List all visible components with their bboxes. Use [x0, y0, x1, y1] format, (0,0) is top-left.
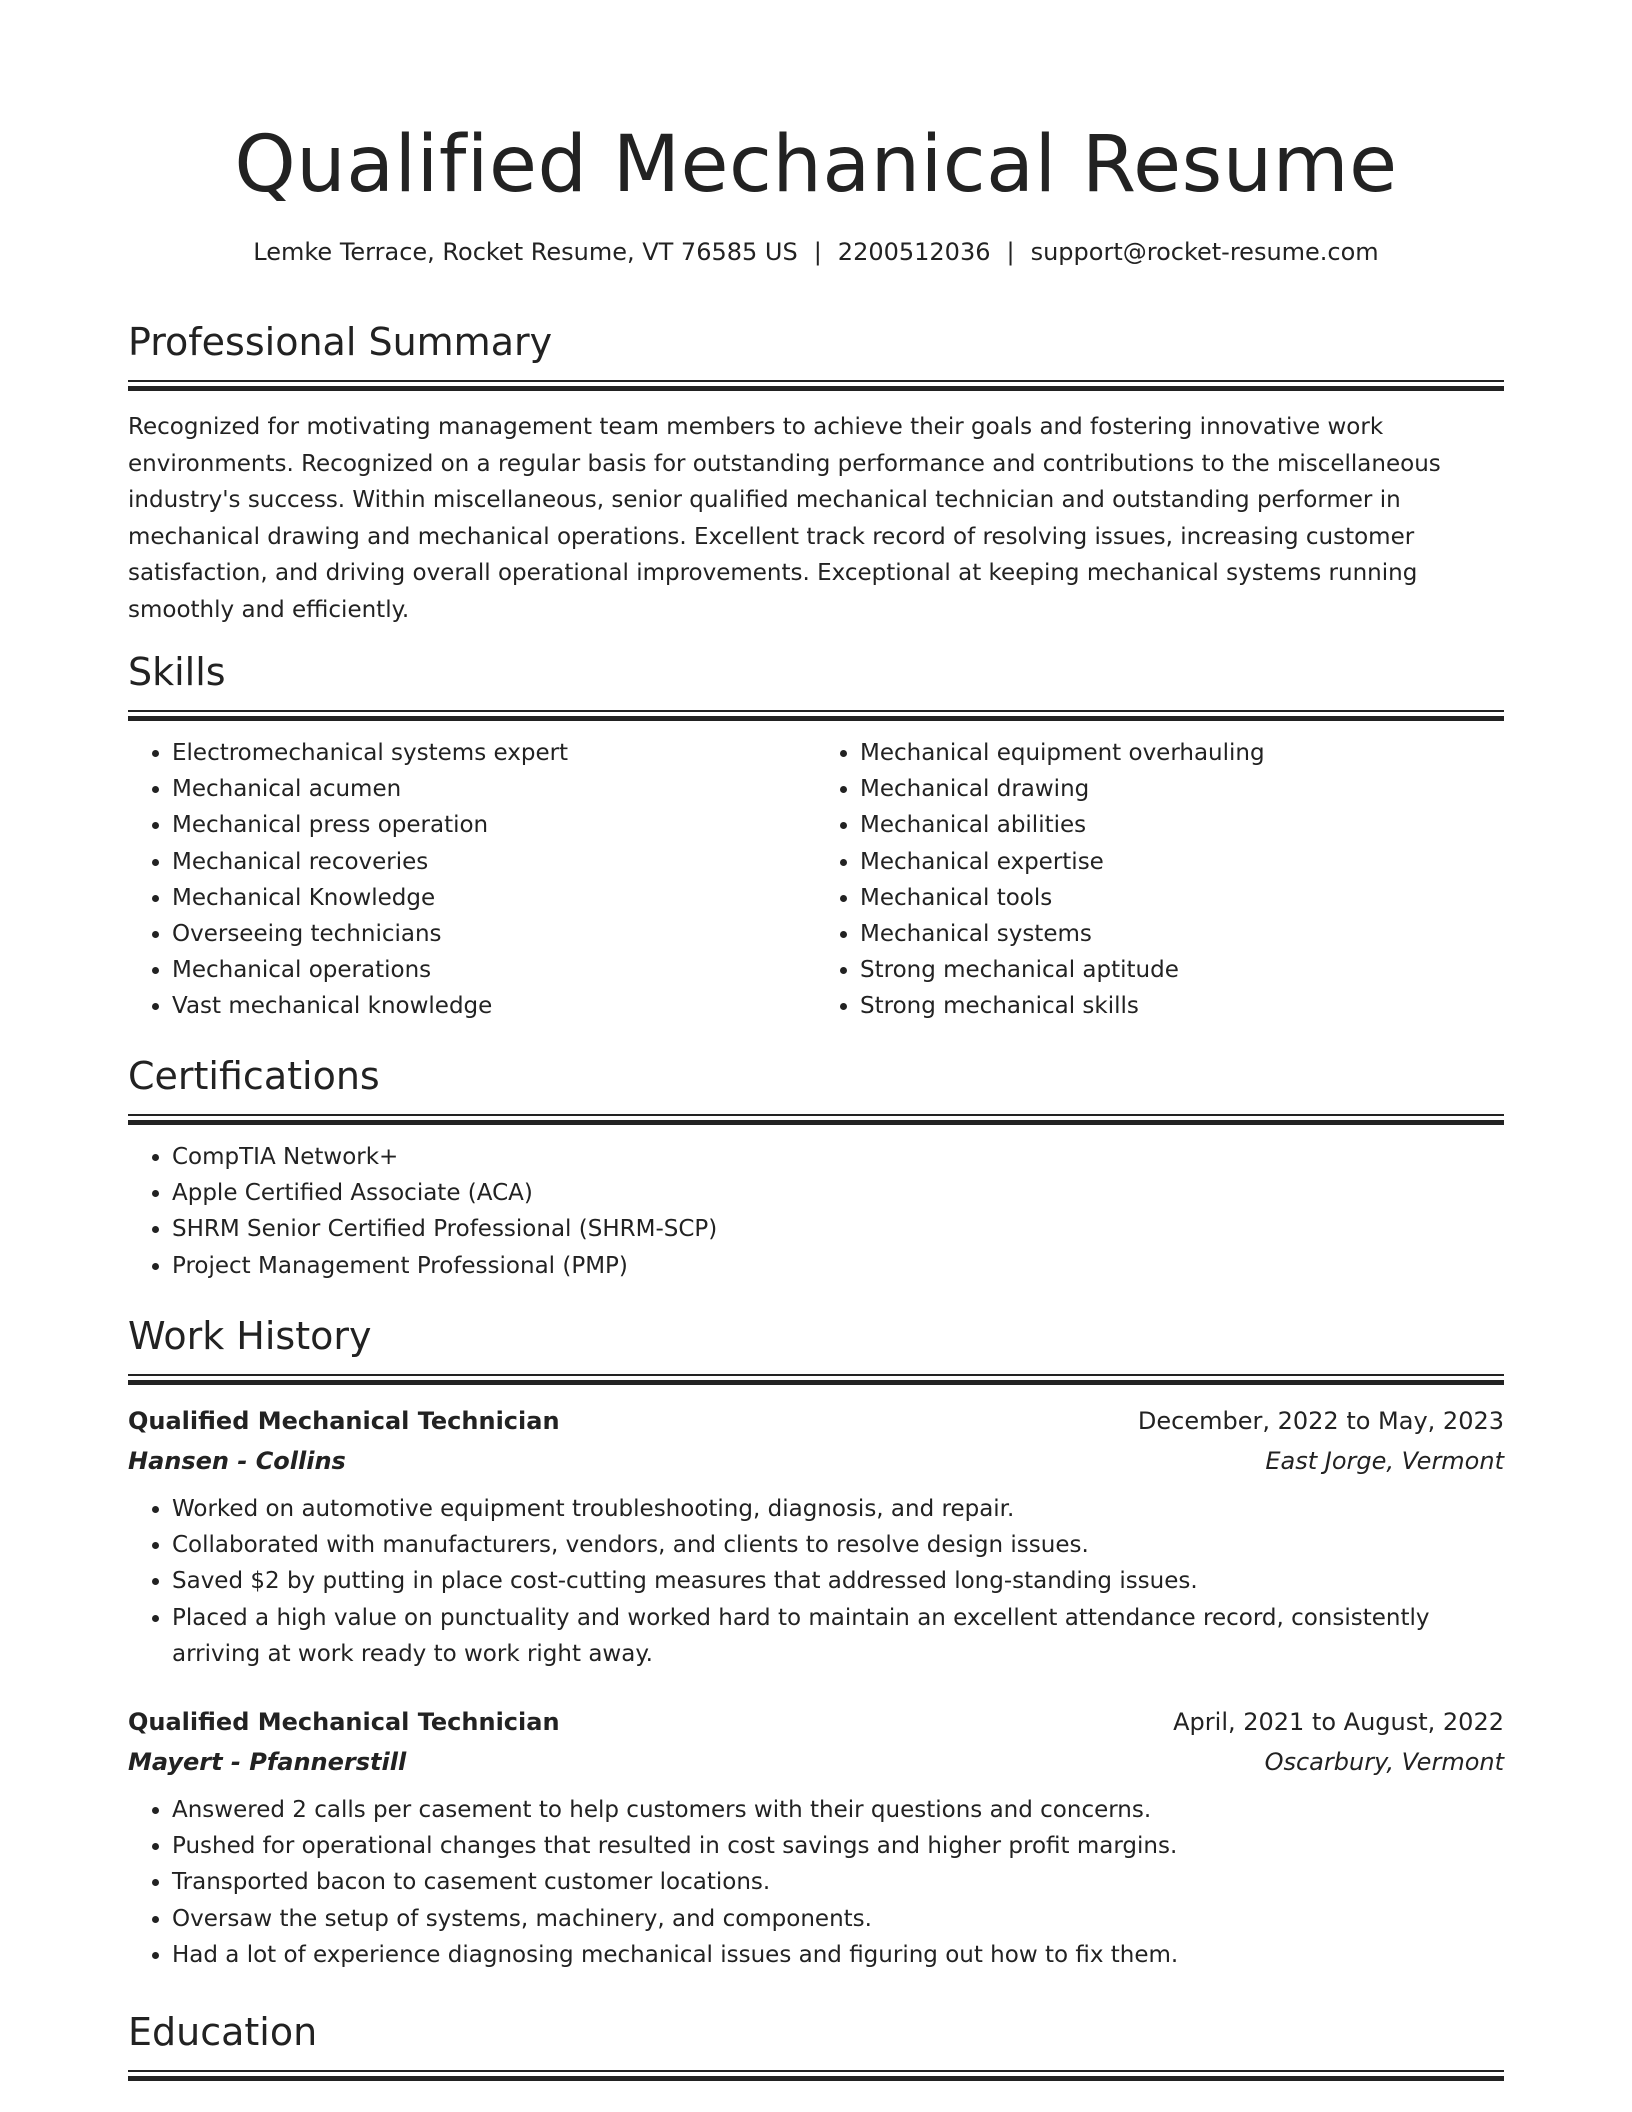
job-dates: December, 2022 to May, 2023 — [1137, 1407, 1504, 1435]
skills-section — [128, 648, 1504, 1025]
job-bullet: • Collaborated with manufacturers, vendors, and clients to resolve design issues. — [172, 1527, 1504, 1563]
job-bullet: • Saved $2 by putting in place cost-cutting measures that addressed long-standing issues. — [172, 1563, 1504, 1599]
skill-item: • Mechanical abilities — [860, 807, 1504, 843]
contact-line — [128, 238, 1504, 266]
skill-item: • Mechanical systems — [860, 916, 1504, 952]
job-bullet: • Oversaw the setup of systems, machinery, and components. — [172, 1901, 1504, 1937]
job-title: Qualified Mechanical Technician — [128, 1407, 560, 1435]
skill-item: • Electromechanical systems expert — [172, 735, 816, 771]
summary-heading: Professional Summary — [128, 320, 553, 364]
job-subheader-row — [128, 1441, 1504, 1481]
skill-item: • Mechanical recoveries — [172, 844, 816, 880]
certifications-list — [128, 1139, 1504, 1284]
contact-phone: 2200512036 — [837, 238, 991, 266]
skills-columns — [128, 721, 1504, 1025]
job-bullet: • Transported bacon to casement customer locations. — [172, 1864, 1504, 1900]
section-rule — [128, 710, 1504, 721]
education-heading: Education — [128, 2010, 318, 2054]
job-bullet: • Had a lot of experience diagnosing mechanical issues and figuring out how to fix them. — [172, 1937, 1504, 1973]
job-title: Qualified Mechanical Technician — [128, 1708, 560, 1737]
skill-item: • Mechanical equipment overhauling — [860, 735, 1504, 771]
certification-item: • CompTIA Network+ — [172, 1139, 1504, 1175]
job-dates: April, 2021 to August, 2022 — [1173, 1708, 1504, 1737]
job-header-row — [128, 1702, 1504, 1742]
contact-email[interactable]: support@rocket-resume.com — [1030, 238, 1379, 266]
job-header-row — [128, 1401, 1504, 1441]
education-section — [128, 2008, 1504, 2081]
skill-item: • Mechanical press operation — [172, 807, 816, 843]
skill-item: • Mechanical drawing — [860, 771, 1504, 807]
work-history-heading: Work History — [128, 1314, 372, 1358]
job-bullet: • Worked on automotive equipment troubleshooting, diagnosis, and repair. — [172, 1491, 1504, 1527]
job-company: Hansen - Collins — [128, 1447, 346, 1475]
job-bullet: • Placed a high value on punctuality and worked hard to maintain an excellent attendance record, consistently arriving at work ready to work right away. — [172, 1600, 1504, 1672]
skill-item: • Mechanical expertise — [860, 844, 1504, 880]
certifications-section — [128, 1052, 1504, 1284]
contact-separator: | — [813, 238, 822, 266]
contact-separator: | — [1006, 238, 1015, 266]
resume-title: Qualified Mechanical Resume — [234, 120, 1398, 210]
job-location: East Jorge, Vermont — [1265, 1447, 1504, 1475]
skill-item: • Strong mechanical aptitude — [860, 952, 1504, 988]
contact-address: Lemke Terrace, Rocket Resume, VT 76585 US — [253, 238, 798, 266]
skills-list-left — [128, 735, 816, 1025]
work-history-section — [128, 1312, 1504, 1973]
section-rule — [128, 1374, 1504, 1385]
job-subheader-row — [128, 1742, 1504, 1782]
job-entry — [128, 1702, 1504, 1973]
job-bullets — [128, 1792, 1504, 1973]
summary-section — [128, 318, 1504, 628]
skills-heading: Skills — [128, 650, 226, 694]
job-company: Mayert - Pfannerstill — [128, 1748, 407, 1777]
certification-item: • Apple Certified Associate (ACA) — [172, 1175, 1504, 1211]
skill-item: • Vast mechanical knowledge — [172, 988, 816, 1024]
certification-item: • Project Management Professional (PMP) — [172, 1248, 1504, 1284]
job-bullet: • Pushed for operational changes that resulted in cost savings and higher profit margins. — [172, 1828, 1504, 1864]
skill-item: • Mechanical operations — [172, 952, 816, 988]
section-rule — [128, 1114, 1504, 1125]
certifications-heading: Certifications — [128, 1054, 380, 1098]
job-entry — [128, 1401, 1504, 1672]
skills-list-right — [816, 735, 1504, 1025]
skill-item: • Mechanical acumen — [172, 771, 816, 807]
skill-item: • Mechanical tools — [860, 880, 1504, 916]
section-rule — [128, 380, 1504, 391]
job-bullet: • Answered 2 calls per casement to help customers with their questions and concerns. — [172, 1792, 1504, 1828]
certification-item: • SHRM Senior Certified Professional (SHRM-SCP) — [172, 1211, 1504, 1247]
skill-item: • Overseeing technicians — [172, 916, 816, 952]
summary-text: Recognized for motivating management team members to achieve their goals and fostering innovative work environments. Recognized on a regular basis for outstanding performance and contributions to the miscellaneous industry's success. Within miscellaneous, senior qualified mechanical technician and outstanding performer in mechanical drawing and mechanical operations. Excellent track record of resolving issues, increasing customer satisfaction, and driving overall operational improvements. Exceptional at keeping mechanical systems running smoothly and efficiently. — [128, 414, 1441, 623]
section-rule — [128, 2070, 1504, 2081]
skill-item: • Strong mechanical skills — [860, 988, 1504, 1024]
skill-item: • Mechanical Knowledge — [172, 880, 816, 916]
job-location: Oscarbury, Vermont — [1264, 1748, 1504, 1777]
job-bullets — [128, 1491, 1504, 1672]
